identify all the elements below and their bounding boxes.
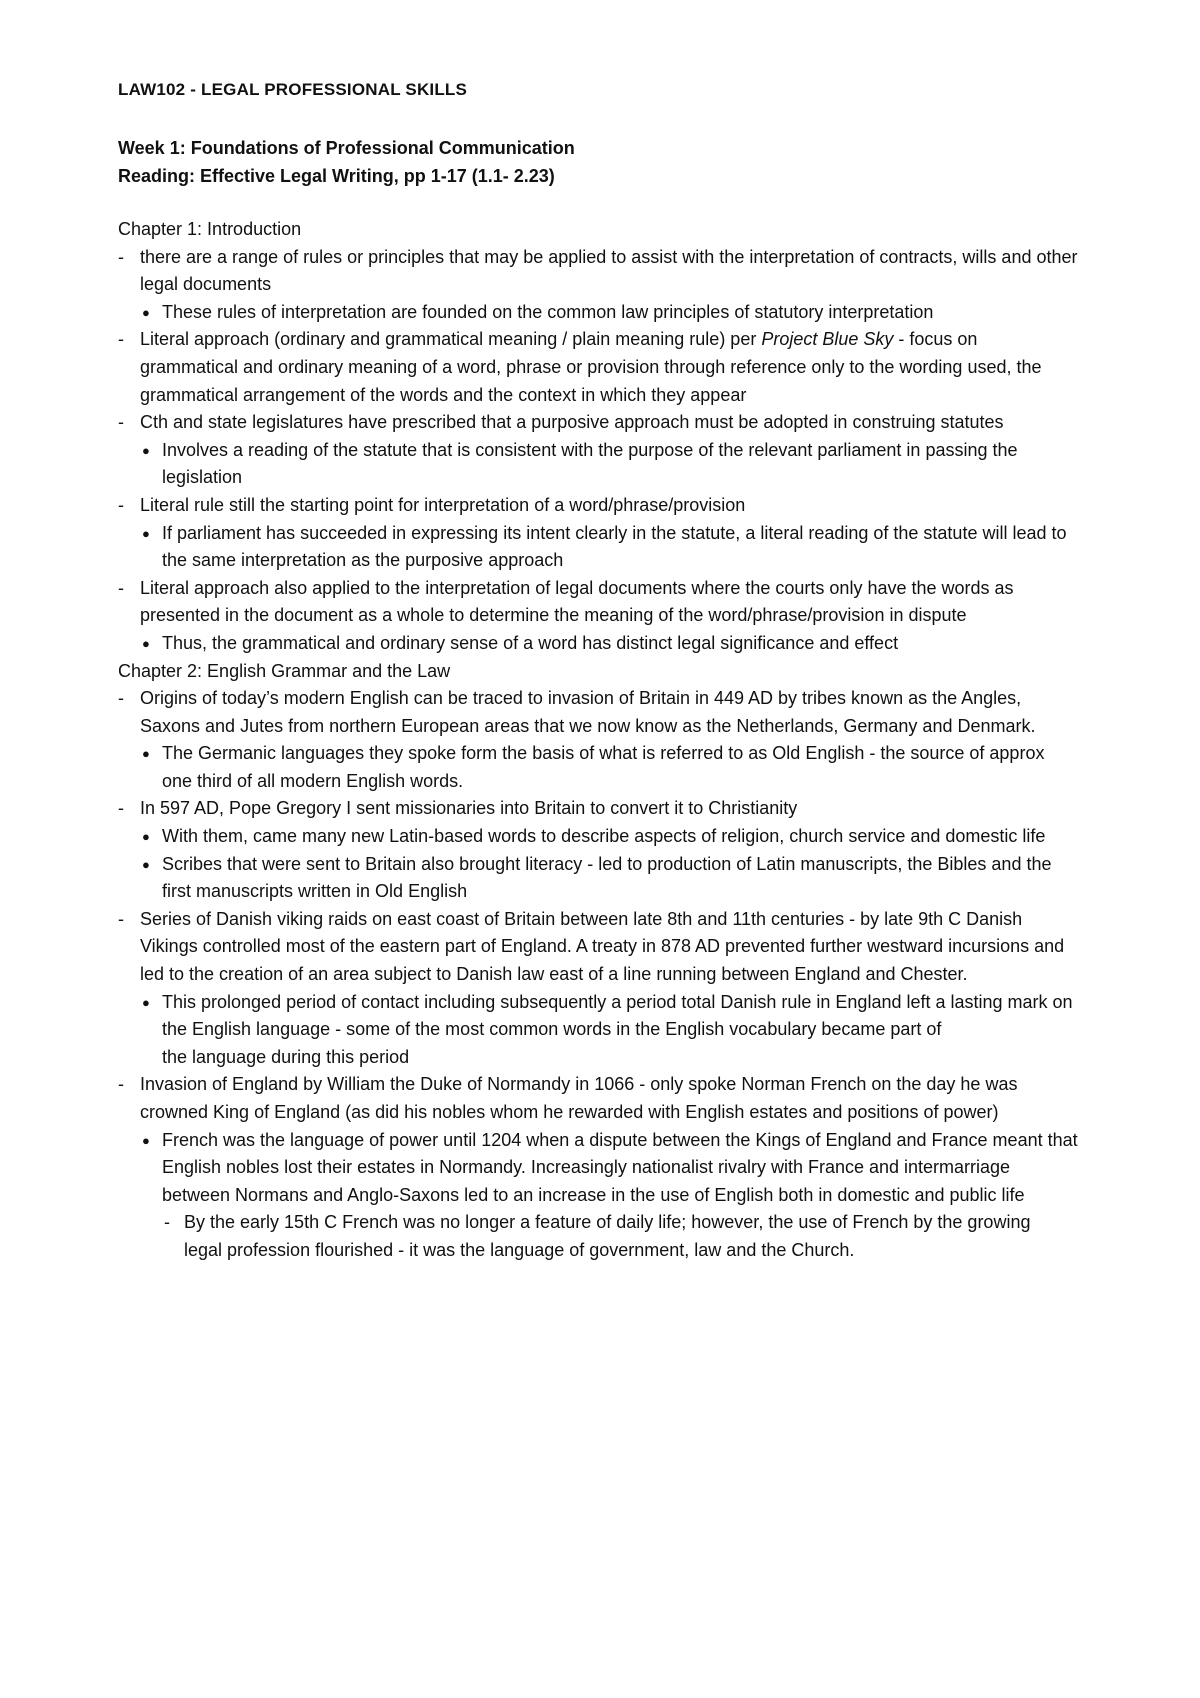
bullet-marker: ● bbox=[142, 1132, 150, 1148]
bullet-marker: ● bbox=[142, 829, 150, 845]
list-item: - Cth and state legislatures have prescribed that a purposive approach must be adopted in construing statutes bbox=[118, 409, 1078, 437]
dash-marker: - bbox=[118, 329, 124, 350]
continuation-text: the language during this period bbox=[162, 1046, 410, 1067]
continuation-text: legal profession flourished - it was the language of government, law and the Church. bbox=[184, 1239, 855, 1260]
dash-marker: - bbox=[118, 798, 124, 819]
list-item: ● Scribes that were sent to Britain also brought literacy - led to production of Latin manuscripts, the Bibles and the first manuscripts written in Old English bbox=[118, 851, 1078, 906]
notes-body bbox=[118, 216, 1078, 1265]
course-header: LAW102 - LEGAL PROFESSIONAL SKILLS bbox=[118, 80, 468, 99]
dash-marker: - bbox=[118, 246, 124, 267]
bullet-marker: ● bbox=[142, 994, 150, 1010]
dash-marker: - bbox=[118, 688, 124, 709]
case-name: Project Blue Sky bbox=[761, 329, 894, 350]
dash-marker: - bbox=[118, 1074, 124, 1095]
list-item: ● Thus, the grammatical and ordinary sense of a word has distinct legal significance and effect bbox=[118, 630, 1078, 658]
dash-marker: - bbox=[164, 1212, 170, 1233]
list-item: ● French was the language of power until 1204 when a dispute between the Kings of England and France meant that English nobles lost their estates in Normandy. Increasingly nationalist rivalry with France and intermarriage between Normans and Anglo-Saxons led to an increase in the use of English both in domestic and public life bbox=[118, 1127, 1078, 1210]
list-item: - there are a range of rules or principles that may be applied to assist with the interpretation of contracts, wills and other legal documents bbox=[118, 244, 1078, 299]
list-item: ● These rules of interpretation are founded on the common law principles of statutory interpretation bbox=[118, 299, 1078, 327]
list-item: - Literal approach (ordinary and grammatical meaning / plain meaning rule) per Project Blue Sky - focus on bbox=[118, 326, 1078, 354]
list-item: ● The Germanic languages they spoke form the basis of what is referred to as Old English - the source of approx one third of all modern English words. bbox=[118, 740, 1078, 795]
list-item: - Invasion of England by William the Duke of Normandy in 1066 - only spoke Norman French on the day he was crowned King of England (as did his nobles whom he rewarded with English estates and positions of power) bbox=[118, 1071, 1078, 1126]
continuation-text: grammatical and ordinary meaning of a word, phrase or provision through reference only to the wording used, the grammatical arrangement of the words and the context in which they appear bbox=[140, 356, 1042, 405]
list-item: - Series of Danish viking raids on east coast of Britain between late 8th and 11th centuries - by late 9th C Danish bbox=[118, 906, 1078, 934]
list-item: ● Involves a reading of the statute that is consistent with the purpose of the relevant parliament in passing the legislation bbox=[118, 437, 1078, 492]
list-item: - Origins of today’s modern English can be traced to invasion of Britain in 449 AD by tribes known as the Angles, bbox=[118, 685, 1078, 713]
list-item: - Literal rule still the starting point for interpretation of a word/phrase/provision bbox=[118, 492, 1078, 520]
list-item: - Literal approach also applied to the interpretation of legal documents where the courts only have the words as presented in the document as a whole to determine the meaning of the word/phrase/provision in dispute bbox=[118, 575, 1078, 630]
list-item: ● This prolonged period of contact including subsequently a period total Danish rule in England left a lasting mark on the English language - some of the most common words in the English vocabulary became part of bbox=[118, 989, 1078, 1044]
list-item: ● If parliament has succeeded in expressing its intent clearly in the statute, a literal reading of the statute will lead to the same interpretation as the purposive approach bbox=[118, 520, 1078, 575]
bullet-marker: ● bbox=[142, 525, 150, 541]
bullet-marker: ● bbox=[142, 856, 150, 872]
bullet-marker: ● bbox=[142, 442, 150, 458]
dash-marker: - bbox=[118, 494, 124, 515]
dash-marker: - bbox=[118, 577, 124, 598]
reading-reference: Reading: Effective Legal Writing, pp 1-17 (1.1- 2.23) bbox=[118, 166, 555, 186]
continuation-text: Vikings controlled most of the eastern part of England. A treaty in 878 AD prevented further westward incursions and led to the creation of an area subject to Danish law east of a line running between England and Chester. bbox=[140, 936, 1065, 985]
title-block bbox=[118, 134, 575, 190]
list-item: ● With them, came many new Latin-based words to describe aspects of religion, church service and domestic life bbox=[118, 823, 1078, 851]
week-title: Week 1: Foundations of Professional Communication bbox=[118, 138, 575, 158]
bullet-marker: ● bbox=[142, 304, 150, 320]
continuation-text: Saxons and Jutes from northern European areas that we now know as the Netherlands, Germany and Denmark. bbox=[140, 715, 1036, 736]
dash-marker: - bbox=[118, 412, 124, 433]
chapter-1-heading: Chapter 1: Introduction bbox=[118, 219, 302, 239]
chapter-2-heading: Chapter 2: English Grammar and the Law bbox=[118, 660, 451, 681]
bullet-marker: ● bbox=[142, 746, 150, 762]
list-item: - By the early 15th C French was no longer a feature of daily life; however, the use of French by the growing bbox=[118, 1209, 1078, 1237]
dash-marker: - bbox=[118, 908, 124, 929]
bullet-marker: ● bbox=[142, 635, 150, 651]
list-item: - In 597 AD, Pope Gregory I sent missionaries into Britain to convert it to Christianity bbox=[118, 795, 1078, 823]
